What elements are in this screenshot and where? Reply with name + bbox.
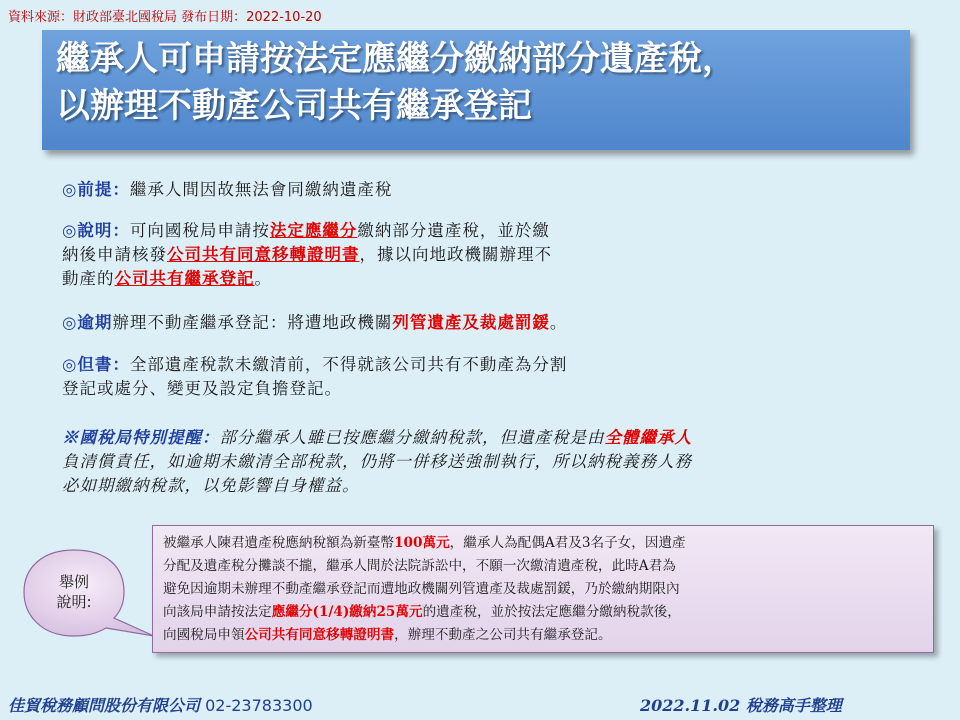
explanation-paragraph <box>62 219 912 291</box>
explanation-label: ◎說明： <box>62 221 130 240</box>
explanation-text: 可向國稅局申請按 <box>129 221 270 240</box>
explanation-text: 納後申請核發 <box>62 245 167 264</box>
highlight-penalty: 列管遺產及裁處罰鍰 <box>392 313 550 332</box>
highlight-tax-amount: 100萬元 <box>394 535 450 551</box>
example-text: 分配及遺產稅分攤談不攏，繼承人間於法院訴訟中，不願一次繳清遺產稅，此時A君為 <box>163 558 676 574</box>
example-text: ，繼承人為配偶A君及3名子女，因遺產 <box>449 535 686 551</box>
footer-date: 2022.11.02 <box>640 696 741 715</box>
footer-company <box>8 693 313 716</box>
highlight-all-heirs: 全體繼承人 <box>604 428 692 447</box>
proviso-text: 登記或處分、變更及設定負擔登記。 <box>62 379 342 398</box>
premise-text: 繼承人間因故無法會同繳納遺產稅 <box>129 180 393 199</box>
overdue-text: 辦理不動產繼承登記：將遭地政機關 <box>112 313 393 332</box>
explanation-text: ，據以向地政機關辦理不 <box>359 245 552 264</box>
footer-author: 稅務高手整理 <box>740 696 842 715</box>
example-text: ，辦理不動產之公司共有繼承登記。 <box>394 627 612 643</box>
overdue-end: 。 <box>549 313 568 332</box>
reminder-text: 必如期繳納稅款，以免影響自身權益。 <box>62 476 360 495</box>
overdue-label: ◎逾期 <box>62 313 113 332</box>
premise-label: ◎前提： <box>62 180 130 199</box>
proviso-label: ◎但書： <box>62 355 130 374</box>
example-box <box>152 525 934 653</box>
source-line: 資料來源：財政部臺北國稅局 發布日期：2022-10-20 <box>8 10 322 25</box>
bubble-line-1: 舉例 <box>58 573 89 591</box>
example-text: 向國稅局申領 <box>163 627 245 643</box>
explanation-text: 。 <box>254 269 272 288</box>
reminder-text: 負清償責任，如逾期未繳清全部稅款，仍將一併移送強制執行，所以納稅義務人務 <box>62 452 692 471</box>
highlight-transfer-certificate: 公司共有同意移轉證明書 <box>167 245 360 264</box>
title-banner <box>42 30 910 150</box>
company-phone: 02-23783300 <box>200 696 313 715</box>
example-speech-bubble <box>0 540 160 650</box>
footer-credit <box>640 693 842 716</box>
reminder-label: ※國稅局特別提醒： <box>62 428 220 447</box>
company-name: 佳貿稅務顧問股份有限公司 <box>8 696 201 715</box>
example-text: 被繼承人陳君遺產稅應納稅額為新臺幣 <box>163 535 395 551</box>
reminder-text: 部分繼承人雖已按應繼分繳納稅款，但遺產稅是由 <box>219 428 605 447</box>
overdue-paragraph <box>62 311 912 335</box>
title-line-1: 繼承人可申請按法定應繼分繳納部分遺產稅， <box>56 39 736 79</box>
bubble-text <box>34 572 114 612</box>
example-text: 避免因逾期未辦理不動產繼承登記而遭地政機關列管遺產及裁處罰鍰，乃於繳納期限內 <box>163 581 680 597</box>
premise-paragraph <box>62 178 912 202</box>
example-text: 向該局申請按法定 <box>163 604 272 620</box>
highlight-statutory-share: 法定應繼分 <box>269 221 358 240</box>
proviso-paragraph <box>62 353 912 401</box>
explanation-text: 繳納部分遺產稅，並於繳 <box>357 221 550 240</box>
title-line-2: 以辦理不動產公司共有繼承登記 <box>56 86 532 126</box>
example-text: 的遺產稅，並於按法定應繼分繳納稅款後， <box>422 604 681 620</box>
highlight-example-certificate: 公司共有同意移轉證明書 <box>244 627 395 643</box>
proviso-text: 全部遺產稅款未繳清前，不得就該公司共有不動產為分割 <box>129 355 568 374</box>
explanation-text: 動產的 <box>62 269 115 288</box>
reminder-paragraph <box>62 426 912 498</box>
bubble-line-2: 說明: <box>56 593 92 611</box>
highlight-quarter-share: 應繼分(1/4)繳納25萬元 <box>271 604 423 620</box>
highlight-joint-registration: 公司共有繼承登記 <box>114 269 255 288</box>
